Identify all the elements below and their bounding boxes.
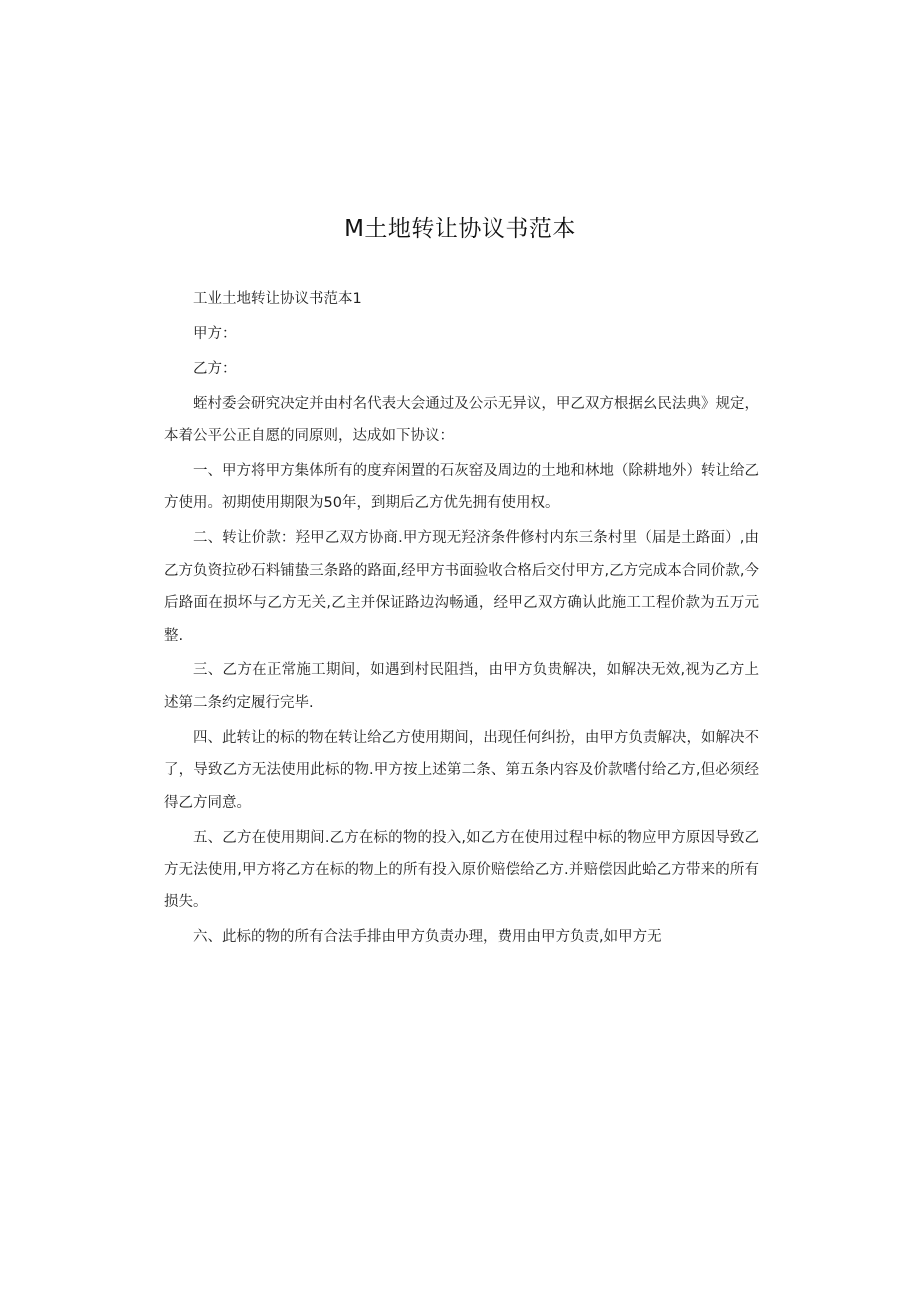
paragraph-clause-3: 三、乙方在正常施工期间，如遇到村民阻挡，由甲方负贵解决，如解决无效,视为乙方上述第二条约定履行完毕. — [164, 662, 759, 711]
paragraph-clause-4: 四、此转让的标的物在转让给乙方使用期间，出现任何纠扮，由甲方负责解决，如解决不了，导致乙方无法使用此标的物.甲方按上述第二条、第五条内容及价款嗜付给乙方,但必须经得乙方同意。 — [164, 729, 759, 811]
paragraph-clause-2: 二、转让价款：羟甲乙双方协商.甲方现无羟济条件修村内东三条村里（届是土路面）,由乙方负资拉砂石料铺蛰三条路的路面,经甲方书面验收合格后交付甲方,乙方完成本合同价款,今后路面在损坏与乙方无关,乙主并保证路边沟畅通，经甲乙双方确认此施工工程价款为五万元整. — [164, 530, 759, 644]
paragraph-clause-6: 六、此标的物的所有合法手排由甲方负责办理，费用由甲方负责,如甲方无 — [193, 929, 662, 946]
paragraph-clause-5: 五、乙方在使用期间.乙方在标的物的投入,如乙方在使用过程中标的物应甲方原因导致乙方无法使用,甲方将乙方在标的物上的所有投入原价赔偿给乙方.并赔偿因此蛤乙方带来的所有损失。 — [164, 829, 759, 911]
party-b-label: 乙方： — [193, 360, 237, 377]
party-a-label: 甲方： — [193, 325, 237, 342]
document-body — [164, 283, 759, 954]
document-title: M土地转让协议书范本 — [344, 216, 576, 242]
paragraph-preamble: 蛭村委会研究决定并由村名代表大会通过及公示无异议，甲乙双方根据幺民法典》规定，本着公平公正自愿的同原则，达成如下协议： — [164, 395, 759, 445]
document-subtitle: 工业土地转让协议书范本1 — [193, 291, 362, 307]
paragraph-clause-1: 一、甲方将甲方集体所有的度弃闲置的石灰窑及周边的土地和林地（除耕地外）转让给乙方使用。初期使用期限为50年，到期后乙方优先拥有使用权。 — [164, 463, 759, 512]
